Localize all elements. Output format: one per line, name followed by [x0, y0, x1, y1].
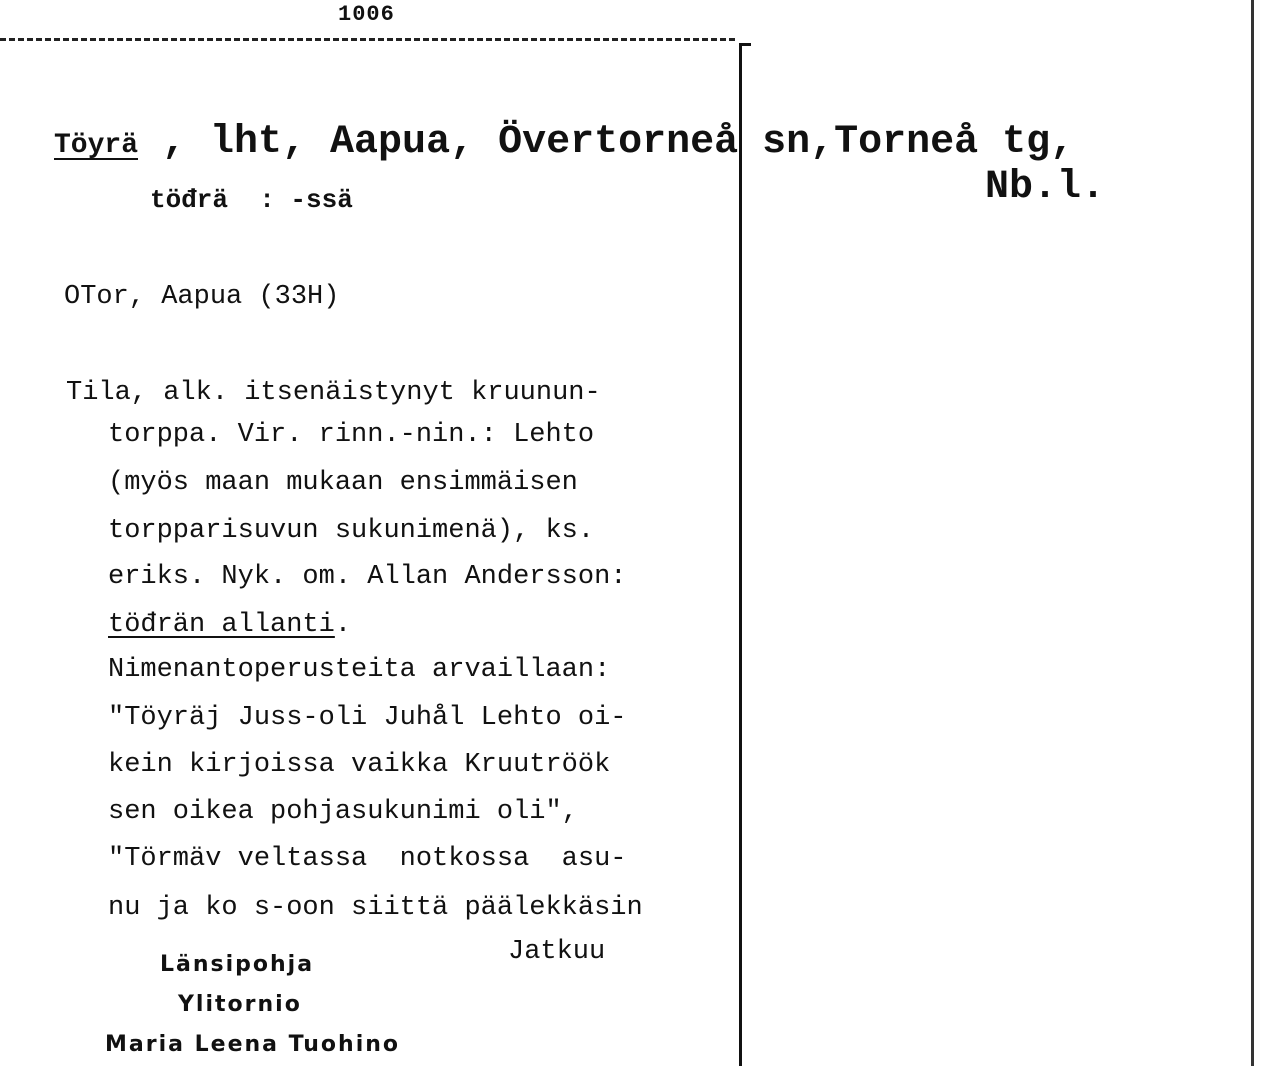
body-line-underlined	[108, 610, 351, 640]
body-line: Nimenantoperusteita arvaillaan:	[108, 655, 611, 685]
card-title	[54, 120, 1074, 165]
top-dashed-rule	[0, 38, 735, 41]
stamp-line-region: Länsipohja	[160, 952, 315, 977]
body-line: sen oikea pohjasukunimi oli",	[108, 797, 578, 827]
underlined-name: töđrän allanti	[108, 610, 335, 640]
title-nb: Nb.l.	[985, 165, 1106, 210]
period: .	[334, 610, 352, 640]
body-line: torppa. Vir. rinn.-nin.: Lehto	[108, 420, 595, 450]
pronunciation: töđrä : -ssä	[150, 185, 353, 215]
body-line: Tila, alk. itsenäistynyt kruunun-	[66, 378, 601, 408]
body-line: nu ja ko s-oon siittä päälekkäsin	[108, 893, 643, 923]
body-line: "Törmäv veltassa notkossa asu-	[108, 844, 627, 874]
body-line: "Töyräj Juss-oli Juhål Lehto oi-	[108, 703, 627, 733]
stamp-line-municipality: Ylitornio	[178, 992, 302, 1017]
body-line: kein kirjoissa vaikka Kruutröök	[108, 750, 611, 780]
column-divider	[739, 45, 742, 1066]
source-reference: OTor, Aapua (33H)	[64, 282, 340, 312]
card-top-number: 1006	[338, 2, 395, 27]
body-line: torpparisuvun sukunimenä), ks.	[108, 516, 595, 546]
stamp-line-collector: Maria Leena Tuohino	[105, 1032, 401, 1057]
card-right-edge	[1251, 0, 1254, 1066]
body-line: eriks. Nyk. om. Allan Andersson:	[108, 562, 627, 592]
continues-label: Jatkuu	[508, 937, 606, 967]
place-name: Töyrä	[54, 130, 139, 161]
body-line: (myös maan mukaan ensimmäisen	[108, 468, 578, 498]
title-rest: , lht, Aapua, Övertorneå sn,Torneå tg,	[138, 120, 1075, 165]
